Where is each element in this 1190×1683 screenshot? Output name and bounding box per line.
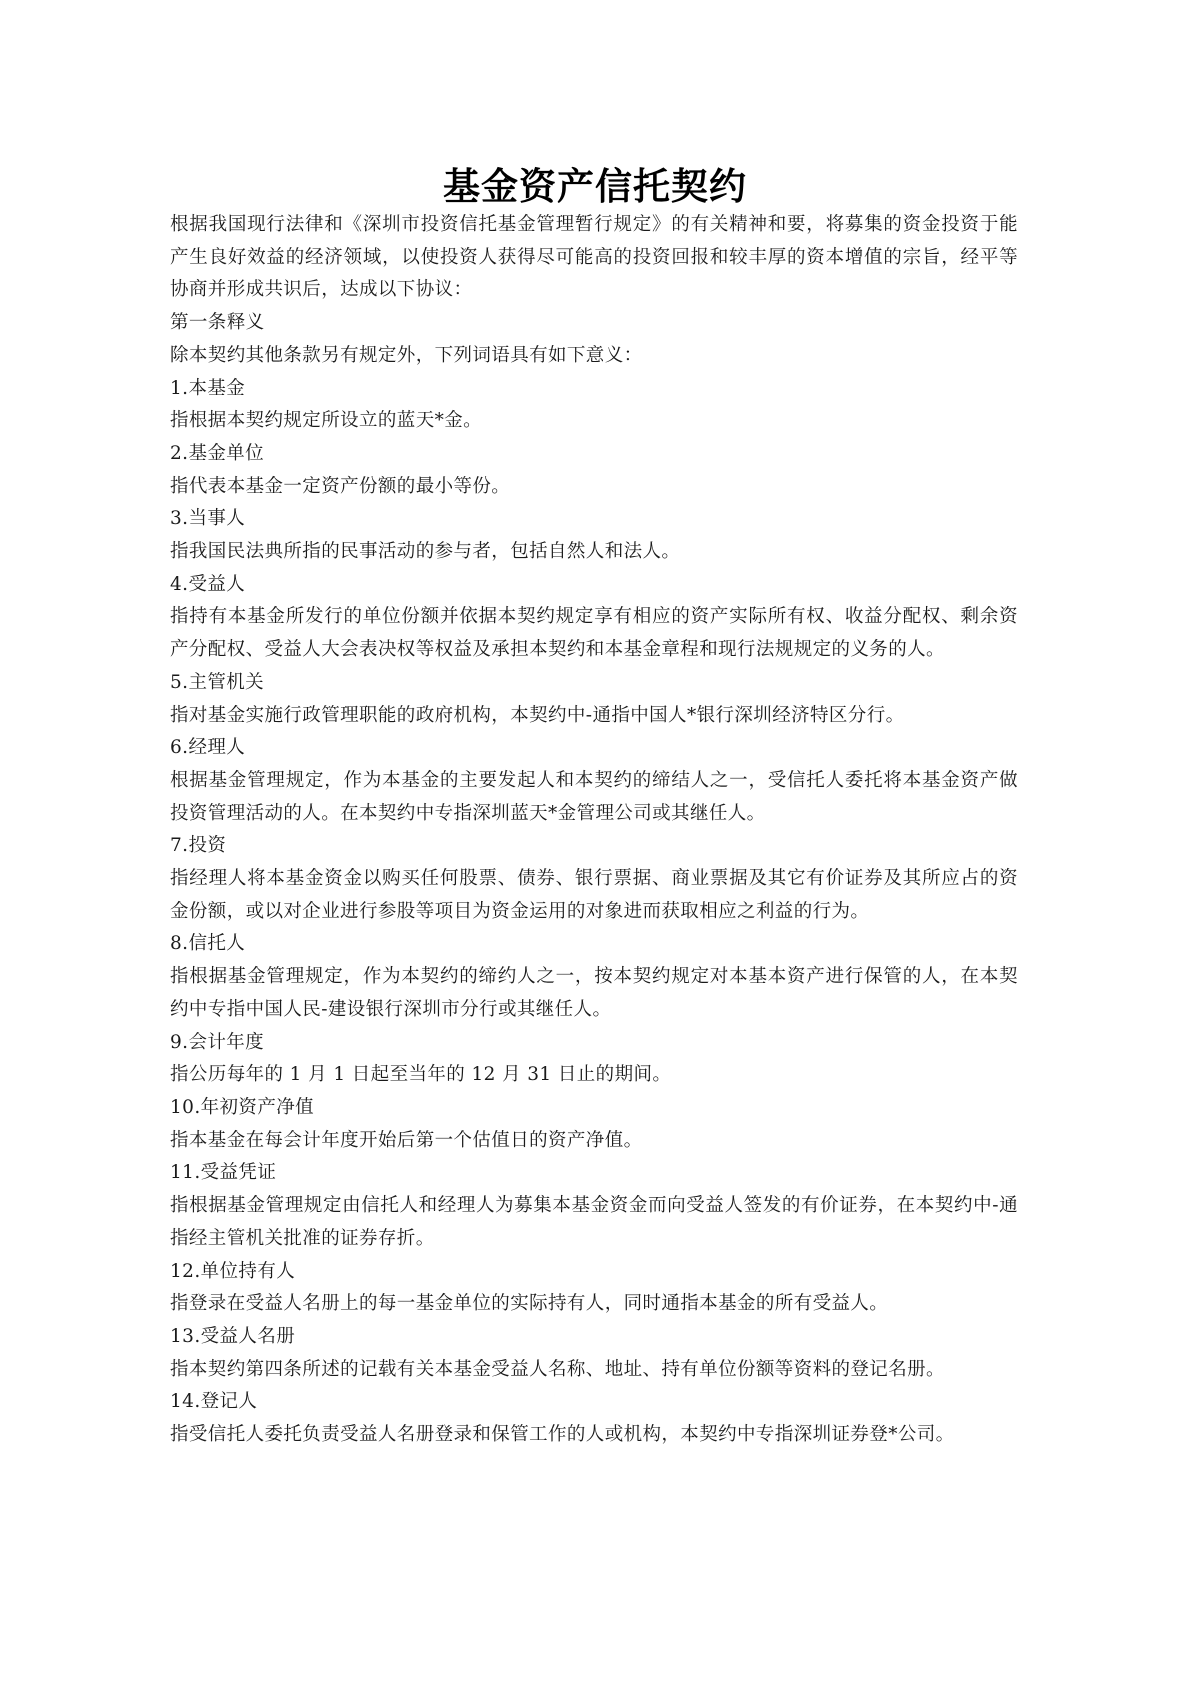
definition-term: 14.登记人 — [170, 1391, 258, 1413]
definition-text: 指本契约第四条所述的记载有关本基金受益人名称、地址、持有单位份额等资料的登记名册。 — [170, 1358, 945, 1380]
definition-text: 指公历每年的 1 月 1 日起至当年的 12 月 31 日止的期间。 — [170, 1064, 672, 1086]
definition-term: 6.经理人 — [170, 737, 246, 759]
article-lead: 除本契约其他条款另有规定外，下列词语具有如下意义： — [170, 344, 643, 366]
definition-text: 指对基金实施行政管理职能的政府机构，本契约中-通指中国人*银行深圳经济特区分行。 — [170, 704, 905, 726]
definition-term: 5.主管机关 — [170, 671, 265, 693]
definition-term: 13.受益人名册 — [170, 1325, 296, 1347]
intro-paragraph: 根据我国现行法律和《深圳市投资信托基金管理暂行规定》的有关精神和要，将募集的资金投资于能产生良好效益的经济领域，以使投资人获得尽可能高的投资回报和较丰厚的资本增值的宗旨，经平等协商并形成共识后，达成以下协议： — [170, 214, 1018, 301]
definition-term: 3.当事人 — [170, 508, 246, 530]
definition-term: 12.单位持有人 — [170, 1260, 296, 1282]
definition-term: 2.基金单位 — [170, 442, 265, 464]
definition-text: 指根据基金管理规定由信托人和经理人为募集本基金资金而向受益人签发的有价证券，在本契约中-通指经主管机关批准的证券存折。 — [170, 1195, 1018, 1249]
definition-text: 指经理人将本基金资金以购买任何股票、债券、银行票据、商业票据及其它有价证券及其所应占的资金份额，或以对企业进行参股等项目为资金运用的对象进而获取相应之利益的行为。 — [170, 868, 1018, 922]
document-body — [170, 209, 1018, 1452]
definition-text: 指根据本契约规定所设立的蓝天*金。 — [170, 410, 483, 432]
definition-text: 指本基金在每会计年度开始后第一个估值日的资产净值。 — [170, 1129, 643, 1151]
definition-text: 指持有本基金所发行的单位份额并依据本契约规定享有相应的资产实际所有权、收益分配权、剩余资产分配权、受益人大会表决权等权益及承担本契约和本基金章程和现行法规规定的义务的人。 — [170, 606, 1018, 661]
definition-term: 8.信托人 — [170, 933, 246, 955]
definition-text: 根据基金管理规定，作为本基金的主要发起人和本契约的缔结人之一，受信托人委托将本基金资产做投资管理活动的人。在本契约中专指深圳蓝天*金管理公司或其继任人。 — [170, 769, 1018, 824]
definition-term: 7.投资 — [170, 835, 227, 857]
definition-text: 指根据基金管理规定，作为本契约的缔约人之一，按本契约规定对本基本资产进行保管的人，在本契约中专指中国人民-建设银行深圳市分行或其继任人。 — [170, 966, 1018, 1020]
article-heading: 第一条释义 — [170, 312, 265, 334]
definition-term: 4.受益人 — [170, 573, 246, 595]
definition-text: 指登录在受益人名册上的每一基金单位的实际持有人，同时通指本基金的所有受益人。 — [170, 1293, 889, 1315]
definition-term: 1.本基金 — [170, 377, 246, 399]
definition-text: 指我国民法典所指的民事活动的参与者，包括自然人和法人。 — [170, 541, 681, 563]
definition-term: 9.会计年度 — [170, 1031, 265, 1053]
definition-term: 10.年初资产净值 — [170, 1096, 315, 1118]
definition-text: 指受信托人委托负责受益人名册登录和保管工作的人或机构，本契约中专指深圳证券登*公司。 — [170, 1424, 955, 1446]
definition-term: 11.受益凭证 — [170, 1162, 277, 1184]
definition-text: 指代表本基金一定资产份额的最小等份。 — [170, 475, 511, 497]
document-title: 基金资产信托契约 — [443, 164, 747, 208]
